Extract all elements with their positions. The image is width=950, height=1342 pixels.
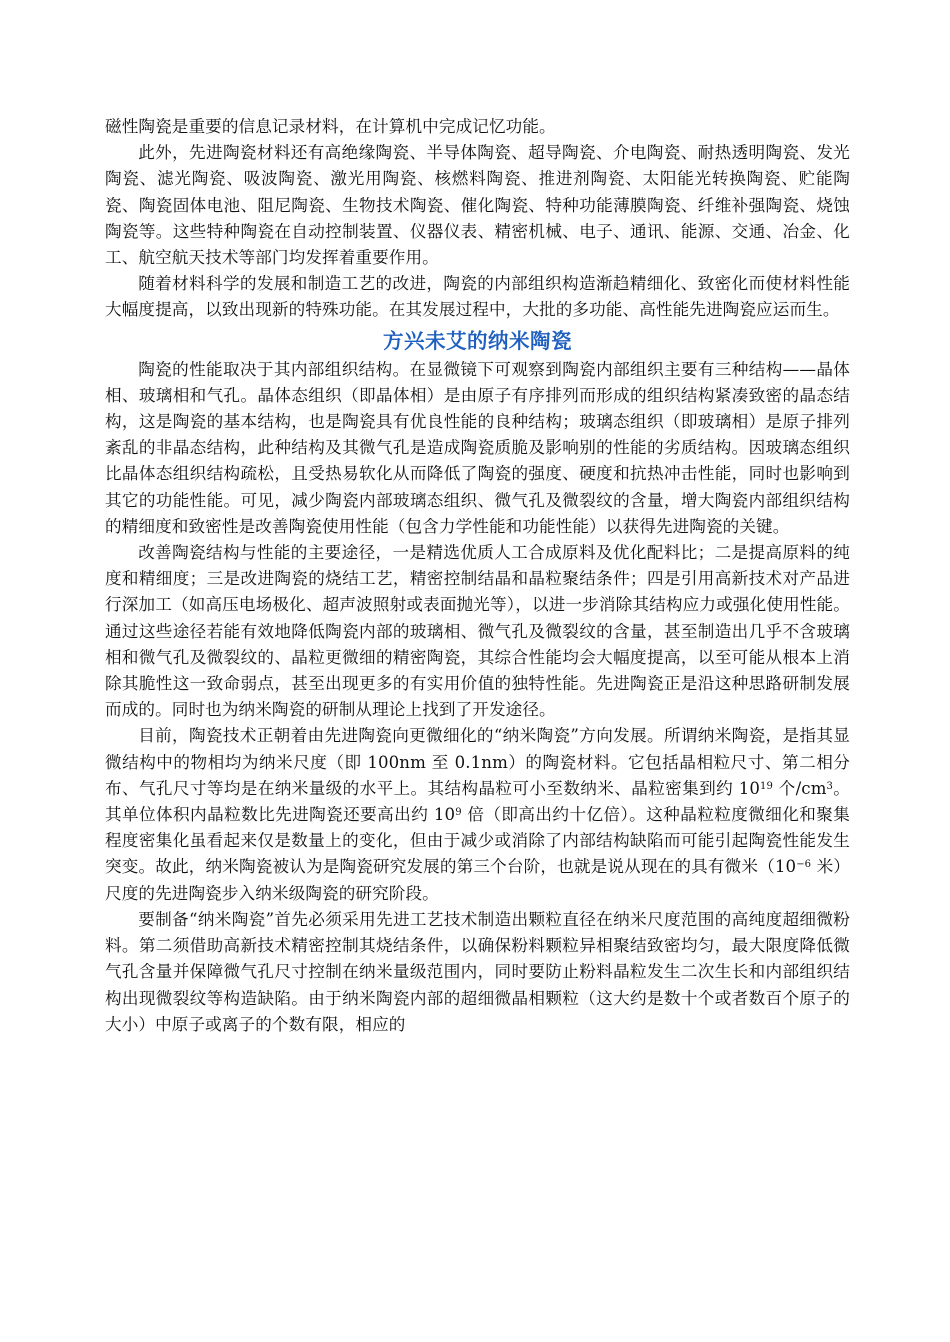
superscript: 19 <box>760 780 773 792</box>
superscript: 3 <box>826 780 834 792</box>
section-title: 方兴未艾的纳米陶瓷 <box>383 328 572 353</box>
superscript: −6 <box>796 859 812 871</box>
document-page <box>105 114 850 1038</box>
text-run: 。其单位体积内晶粒数比先进陶瓷还要高出约 10 <box>105 778 850 825</box>
paragraph-nano-ceramics <box>105 723 850 906</box>
text-run: 目前，陶瓷技术正朝着由先进陶瓷向更微细化的“纳米陶瓷”方向发展。所谓纳米陶瓷，是指其显微结构中的物相均为纳米尺度（即 100nm 至 0.1nm）的陶瓷材料。它包括晶相粒尺寸、第二相分布、气孔尺寸等均是在纳米量级的水平上。其结构晶粒可小至数纳米、晶粒密集到约 10 <box>105 726 850 798</box>
text-run: 米）尺度的先进陶瓷步入纳米级陶瓷的研究阶段。 <box>105 857 851 903</box>
text-run: 个/cm <box>772 778 827 798</box>
paragraph-improvement-methods: 改善陶瓷结构与性能的主要途径，一是精选优质人工合成原料及优化配料比；二是提高原料的纯度和精细度；三是改进陶瓷的烧结工艺，精密控制结晶和晶粒聚结条件；四是引用高新技术对产品进行深加工（如高压电场极化、超声波照射或表面抛光等），以进一步消除其结构应力或强化使用性能。通过这些途径若能有效地降低陶瓷内部的玻璃相、微气孔及微裂纹的含量，甚至制造出几乎不含玻璃相和微气孔及微裂纹的、晶粒更微细的精密陶瓷，其综合性能均会大幅度提高，以至可能从根本上消除其脆性这一致命弱点，甚至出现更多的有实用价值的独特性能。先进陶瓷正是沿这种思路研制发展而成的。同时也为纳米陶瓷的研制从理论上找到了开发途径。 <box>105 543 850 720</box>
paragraph-magnetic-ceramics: 磁性陶瓷是重要的信息记录材料，在计算机中完成记忆功能。 <box>105 117 556 136</box>
superscript: 9 <box>455 807 462 819</box>
text-run: 倍（即高出约十亿倍）。这种晶粒粒度微细化和聚集程度密集化虽看起来仅是数量上的变化，但由于减少或消除了内部结构缺陷而可能引起陶瓷性能发生突变。故此，纳米陶瓷被认为是陶瓷研究发展的第三个台阶，也就是说从现在的具有微米（10 <box>105 805 851 877</box>
paragraph-special-ceramics: 此外，先进陶瓷材料还有高绝缘陶瓷、半导体陶瓷、超导陶瓷、介电陶瓷、耐热透明陶瓷、发光陶瓷、滤光陶瓷、吸波陶瓷、激光用陶瓷、核燃料陶瓷、推进剂陶瓷、太阳能光转换陶瓷、贮能陶瓷、陶瓷固体电池、阻尼陶瓷、生物技术陶瓷、催化陶瓷、特种功能薄膜陶瓷、纤维补强陶瓷、烧蚀陶瓷等。这些特种陶瓷在自动控制装置、仪器仪表、精密机械、电子、通讯、能源、交通、冶金、化工、航空航天技术等部门均发挥着重要作用。 <box>105 143 850 268</box>
paragraph-development: 随着材料科学的发展和制造工艺的改进，陶瓷的内部组织构造渐趋精细化、致密化而使材料性能大幅度提高，以致出现新的特殊功能。在其发展过程中，大批的多功能、高性能先进陶瓷应运而生。 <box>105 274 850 320</box>
paragraph-ceramic-structure: 陶瓷的性能取决于其内部组织结构。在显微镜下可观察到陶瓷内部组织主要有三种结构——晶体相、玻璃相和气孔。晶体态组织（即晶体相）是由原子有序排列而形成的组织结构紧凑致密的晶态结构，这是陶瓷的基本结构，也是陶瓷具有优良性能的良种结构；玻璃态组织（即玻璃相）是原子排列紊乱的非晶态结构，此种结构及其微气孔是造成陶瓷质脆及影响别的性能的劣质结构。因玻璃态组织比晶体态组织结构疏松，且受热易软化从而降低了陶瓷的强度、硬度和抗热冲击性能，同时也影响到其它的功能性能。可见，减少陶瓷内部玻璃态组织、微气孔及微裂纹的含量，增大陶瓷内部组织结构的精细度和致密性是改善陶瓷使用性能（包含力学性能和功能性能）以获得先进陶瓷的关键。 <box>105 359 850 536</box>
paragraph-preparation: 要制备“纳米陶瓷”首先必须采用先进工艺技术制造出颗粒直径在纳米尺度范围的高纯度超细微粉料。第二须借助高新技术精密控制其烧结条件，以确保粉料颗粒异相聚结致密均匀，最大限度降低微气孔含量并保障微气孔尺寸控制在纳米量级范围内，同时要防止粉料晶粒发生二次生长和内部组织结构出现微裂纹等构造缺陷。由于纳米陶瓷内部的超细微晶相颗粒（这大约是数十个或者数百个原子的大小）中原子或离子的个数有限，相应的 <box>105 909 850 1034</box>
